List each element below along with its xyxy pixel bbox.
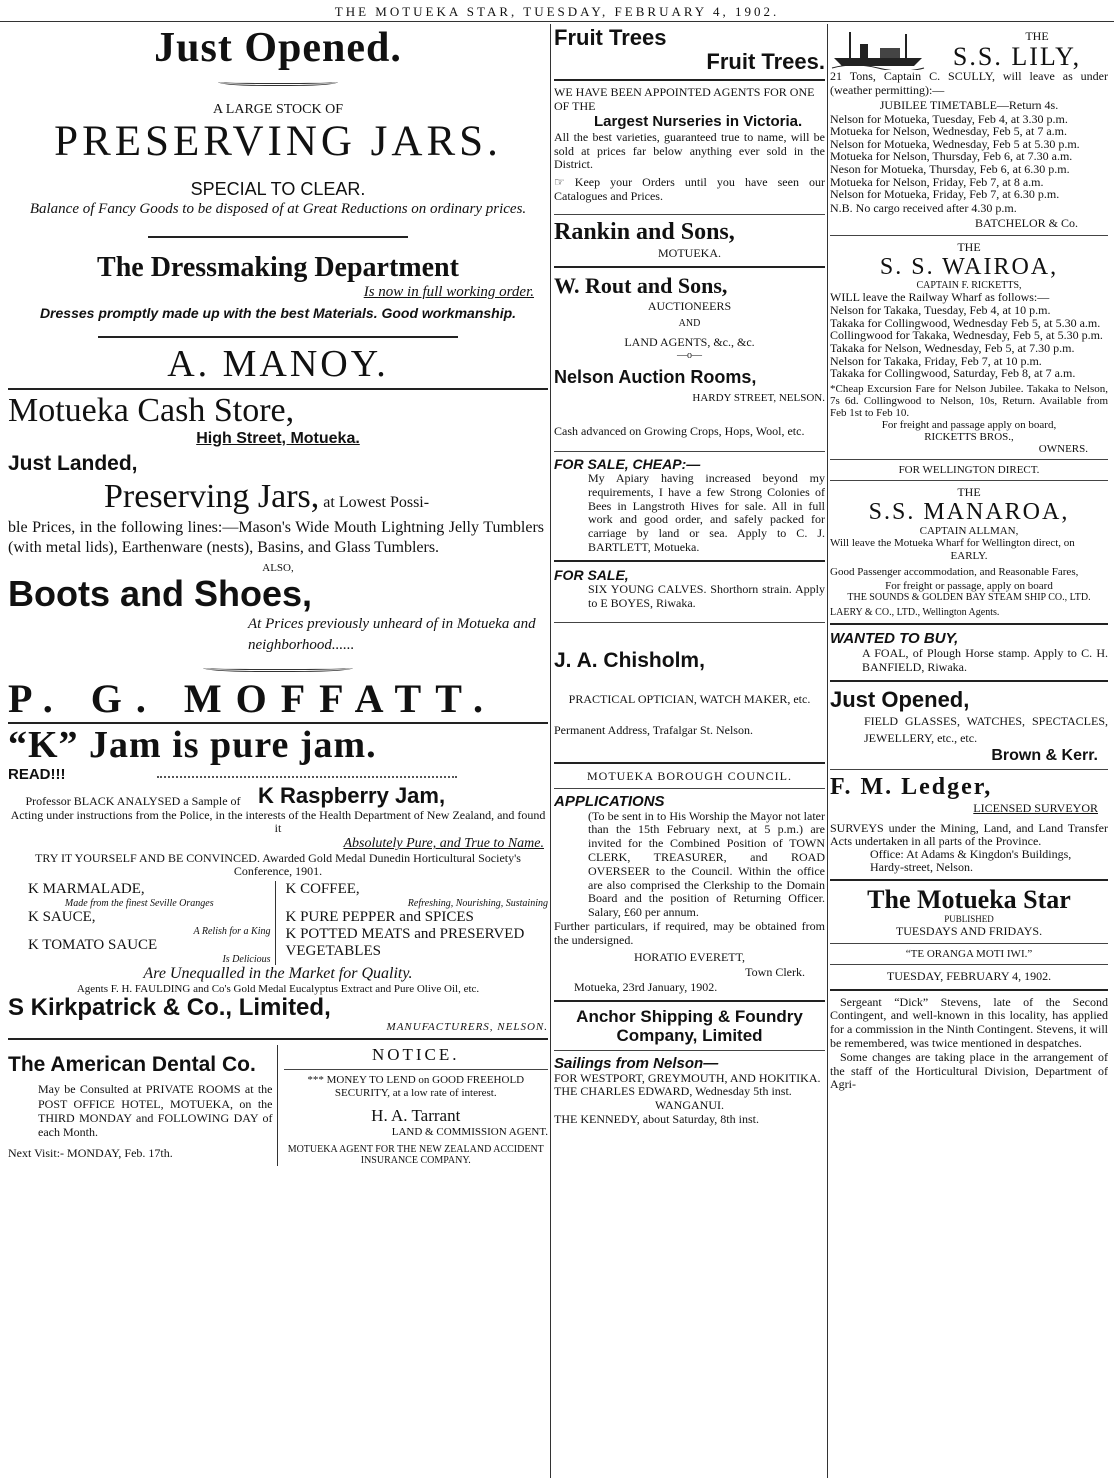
k-products-left bbox=[8, 881, 276, 965]
schedule-item: Motueka for Nelson, Thursday, Feb 6, at 7.30 a.m. bbox=[830, 149, 1073, 164]
surveys-text: SURVEYS under the Mining, Land, and Land Transfer Acts undertaken in all parts of the Province. bbox=[830, 820, 1108, 848]
tarrant-name: H. A. Tarrant bbox=[371, 1106, 461, 1126]
permanent-text: Permanent Address, Trafalgar St. Nelson. bbox=[554, 723, 753, 738]
freight-text: For freight and passage apply on board, bbox=[881, 418, 1057, 431]
laery-text: LAERY & CO., LTD., Wellington Agents. bbox=[830, 607, 1000, 619]
schedule-item: Nelson for Motueka, Tuesday, Feb 4, at 3.30 p.m. bbox=[830, 111, 1068, 126]
divider bbox=[554, 788, 825, 789]
manaroa-leave-text: Will leave the Motueka Wharf for Wellington direct, on bbox=[830, 537, 1075, 550]
schedule-item: Takaka for Nelson, Wednesday, Feb 5, at 7.30 p.m. bbox=[830, 340, 1075, 355]
wairoa-schedule bbox=[830, 304, 1108, 380]
divider bbox=[98, 336, 458, 338]
k-marmalade-sub: Made from the finest Seville Oranges bbox=[64, 897, 214, 909]
the-text-2: THE bbox=[957, 239, 981, 254]
brown-kerr-text: Brown & Kerr. bbox=[991, 746, 1098, 764]
early-text: EARLY. bbox=[950, 549, 988, 562]
batchelor-text: BATCHELOR & Co. bbox=[974, 215, 1078, 230]
divider bbox=[554, 451, 825, 452]
apiary-text: My Apiary having increased beyond my requirements, I have a few Strong Colonies of Bees in Langstroth Hives for sale. All in full work and good order, and safely packed for carriage by land or sea. Apply to C. J. BARTLETT, Motueka. bbox=[588, 470, 825, 554]
divider bbox=[8, 388, 548, 390]
manoy-heading: A. MANOY. bbox=[167, 343, 389, 386]
schedule-item: Neson for Motueka, Thursday, Feb 6, at 6.30 p.m. bbox=[830, 161, 1070, 176]
rankin-heading: Rankin and Sons, bbox=[554, 218, 735, 245]
wairoa-heading: S. S. WAIROA, bbox=[879, 253, 1059, 280]
column-3 bbox=[830, 26, 1108, 1476]
working-order-text: Is now in full working order. bbox=[363, 283, 534, 300]
hardy-street-text: HARDY STREET, NELSON. bbox=[692, 391, 825, 404]
for-sale-cheap-heading: FOR SALE, CHEAP:— bbox=[554, 455, 701, 472]
preserving-jars-heading: PRESERVING JARS. bbox=[54, 118, 502, 166]
ledger-heading: F. M. Ledger, bbox=[830, 773, 993, 800]
will-leave-text: WILL leave the Railway Wharf as follows:— bbox=[830, 289, 1050, 304]
further-text: Further particulars, if required, may be obtained from the undersigned. bbox=[554, 919, 825, 947]
column-1 bbox=[8, 26, 548, 1476]
divider bbox=[554, 79, 825, 81]
office-text: Office: At Adams & Kingdon's Buildings, Hardy-street, Nelson. bbox=[870, 847, 1072, 875]
applications-heading: APPLICATIONS bbox=[554, 792, 665, 810]
cash-store-heading: Motueka Cash Store, bbox=[8, 392, 295, 430]
read-text: READ!!! bbox=[8, 765, 66, 783]
borough-heading: MOTUEKA BOROUGH COUNCIL. bbox=[586, 768, 792, 783]
divider bbox=[830, 459, 1108, 460]
just-opened-heading-2: Just Opened, bbox=[830, 687, 970, 713]
k-tomato-sub: Is Delicious bbox=[222, 953, 271, 965]
high-street-text: High Street, Motueka. bbox=[196, 429, 360, 447]
just-landed-text: Just Landed, bbox=[8, 451, 138, 475]
manufacturers-text: MANUFACTURERS, NELSON. bbox=[386, 1021, 548, 1034]
k-marmalade: K MARMALADE, bbox=[28, 880, 145, 897]
divider bbox=[148, 236, 408, 238]
ornament bbox=[218, 76, 338, 86]
ricketts-text: CAPTAIN F. RICKETTS, bbox=[916, 279, 1022, 291]
rankin-location: MOTUEKA. bbox=[658, 245, 721, 260]
divider bbox=[284, 1069, 549, 1070]
raspberry-heading: K Raspberry Jam, bbox=[258, 782, 446, 808]
k-products-right bbox=[276, 881, 549, 965]
k-coffee-sub: Refreshing, Nourishing, Sustaining bbox=[407, 897, 548, 909]
k-sauce: K SAUCE, bbox=[28, 908, 96, 925]
schedule-item: Motueka for Nelson, Wednesday, Feb 5, at 7 a.m. bbox=[830, 124, 1067, 139]
news-paragraph-1: Sergeant “Dick” Stevens, late of the Second Contingent, and well-known in this locality, has applied for a commission in the Ninth Contingent. Stevens, it will be remembered, was twice mentioned in despatches. bbox=[830, 994, 1108, 1051]
steamship-icon bbox=[830, 26, 926, 70]
jubilee-text: JUBILEE TIMETABLE—Return 4s. bbox=[879, 97, 1059, 112]
k-sauce-sub: A Relish for a King bbox=[193, 925, 271, 937]
kennedy-text: THE KENNEDY, about Saturday, 8th inst. bbox=[554, 1112, 759, 1127]
keep-orders-text: ☞ Keep your Orders until you have seen our Catalogues and Prices. bbox=[554, 175, 825, 203]
divider bbox=[830, 769, 1108, 770]
star-date-text: TUESDAY, FEBRUARY 4, 1902. bbox=[886, 968, 1052, 983]
divider bbox=[554, 560, 825, 562]
divider bbox=[830, 235, 1108, 236]
published-text: PUBLISHED bbox=[944, 913, 994, 924]
k-pepper: K PURE PEPPER and SPICES bbox=[285, 908, 474, 925]
everett-name: HORATIO EVERETT, bbox=[633, 949, 746, 964]
nelson-rooms-heading: Nelson Auction Rooms, bbox=[554, 366, 757, 387]
lines-text: ble Prices, in the following lines:—Mason's Wide Mouth Lightning Jelly Tumblers (with metal lids), Earthenware (nests), Basins, and Glass Tumblers. bbox=[8, 519, 544, 557]
anchor-heading: Anchor Shipping & Foundry Company, Limited bbox=[576, 1006, 803, 1046]
unequalled-text: Are Unequalled in the Market for Quality. bbox=[143, 964, 413, 982]
schedule-item: Takaka for Collingwood, Saturday, Feb 8, at 7 a.m. bbox=[830, 366, 1076, 381]
divider bbox=[554, 1050, 825, 1051]
divider bbox=[830, 989, 1108, 991]
applications-body: (To be sent in to His Worship the Mayor not later than the 15th February next, at 5 p.m.) are invited for the Combined Position of TOWN CLERK, TREASURER, and ROAD OVERSEER to the Council. Within the office are also comprised the Clerkship to the Domain Board and the position of Returning Officer. Salary, £60 per annum. bbox=[588, 808, 825, 920]
calves-text: SIX YOUNG CALVES. Shorthorn strain. Apply to E BOYES, Riwaka. bbox=[588, 581, 825, 610]
divider bbox=[554, 622, 825, 623]
ricketts-bros-text: RICKETTS BROS., bbox=[924, 430, 1014, 443]
dental-heading: The American Dental Co. bbox=[8, 1053, 256, 1077]
for-west-text: FOR WESTPORT, GREYMOUTH, AND HOKITIKA. bbox=[554, 1070, 821, 1085]
boots-sub-text: At Prices previously unheard of in Motueka and neighborhood...... bbox=[248, 615, 536, 653]
field-glasses-text: FIELD GLASSES, WATCHES, SPECTACLES, JEWELLERY, etc., etc. bbox=[864, 714, 1108, 745]
the-text-1: THE bbox=[1025, 29, 1049, 43]
tues-fri-text: TUESDAYS AND FRIDAYS. bbox=[895, 923, 1043, 938]
chisholm-heading: J. A. Chisholm, bbox=[554, 649, 705, 673]
appointed-text: WE HAVE BEEN APPOINTED AGENTS FOR ONE OF THE bbox=[554, 85, 815, 113]
moffatt-heading: P. G. MOFFATT. bbox=[8, 675, 497, 721]
and-text: AND bbox=[678, 317, 701, 329]
divider bbox=[554, 214, 825, 215]
column-rule bbox=[550, 24, 551, 1478]
dental-body: May be Consulted at PRIVATE ROOMS at the POST OFFICE HOTEL, MOTUEKA, on the THIRD MONDAY and FOLLOWING DAY of each Month. bbox=[38, 1082, 273, 1140]
divider bbox=[830, 879, 1108, 881]
freight-2-text: For freight or passage, apply on board bbox=[885, 580, 1053, 593]
optician-text: PRACTICAL OPTICIAN, WATCH MAKER, etc. bbox=[568, 692, 811, 707]
schedule-item: Nelson for Motueka, Wednesday, Feb 5 at 5.30 p.m. bbox=[830, 136, 1080, 151]
cash-advanced-text: Cash advanced on Growing Crops, Hops, Wool, etc. bbox=[554, 423, 805, 438]
balance-text: Balance of Fancy Goods to be disposed of at Great Reductions on ordinary prices. bbox=[29, 201, 527, 218]
money-text: *** MONEY TO LEND on GOOD FREEHOLD SECURITY, at a low rate of interest. bbox=[307, 1074, 525, 1100]
ornament bbox=[157, 770, 457, 778]
charles-edward-text: THE CHARLES EDWARD, Wednesday 5th inst. bbox=[554, 1083, 792, 1098]
schedule-item: Nelson for Takaka, Friday, Feb 7, at 10 p.m. bbox=[830, 353, 1042, 368]
schedule-item: Collingwood for Takaka, Wednesday, Feb 5, at 5.30 p.m. bbox=[830, 328, 1103, 343]
star-heading: The Motueka Star bbox=[867, 885, 1071, 915]
prof-text: Professor BLACK ANALYSED a Sample of bbox=[25, 794, 241, 809]
agents-text: Agents F. H. FAULDING and Co's Gold Medal Eucalyptus Extract and Pure Olive Oil, etc. bbox=[76, 982, 480, 995]
town-clerk-text: Town Clerk. bbox=[745, 964, 805, 979]
divider bbox=[830, 680, 1108, 682]
schedule-item: Nelson for Motueka, Friday, Feb 7, at 6.30 p.m. bbox=[830, 187, 1060, 202]
fruit-trees-heading-2: Fruit Trees. bbox=[706, 49, 825, 75]
divider bbox=[830, 480, 1108, 481]
divider bbox=[554, 266, 825, 268]
varieties-text: All the best varieties, guaranteed true to name, will be sold at prices far below anything ever sold in the District. bbox=[554, 129, 825, 172]
acting-text: Acting under instructions from the Police, in the interests of the Health Department of New Zealand, and found it bbox=[10, 807, 546, 836]
divider bbox=[830, 623, 1108, 625]
kirkpatrick-heading: S Kirkpatrick & Co., Limited, bbox=[8, 993, 331, 1021]
preserving-jars-sub: Preserving Jars, bbox=[104, 477, 320, 515]
large-stock-text: A LARGE STOCK OF bbox=[212, 102, 344, 118]
lily-tons-text: 21 Tons, Captain C. SCULLY, will leave as under (weather permitting):— bbox=[830, 69, 1108, 97]
good-passenger-text: Good Passenger accommodation, and Reasonable Fares, bbox=[830, 565, 1079, 578]
news-paragraph-2: Some changes are taking place in the arrangement of the staff of the Horticultural Division, Department of Agri- bbox=[830, 1049, 1108, 1092]
special-clear-text: SPECIAL TO CLEAR. bbox=[190, 179, 366, 200]
sailings-heading: Sailings from Nelson— bbox=[554, 1054, 719, 1072]
lily-heading: S.S. LILY, bbox=[952, 42, 1082, 71]
notice-ad bbox=[278, 1045, 549, 1166]
schedule-item: Takaka for Collingwood, Wednesday Feb 5, at 5.30 a.m. bbox=[830, 315, 1101, 330]
fruit-trees-heading-1: Fruit Trees bbox=[554, 26, 667, 50]
largest-nurseries-text: Largest Nurseries in Victoria. bbox=[594, 112, 803, 130]
try-text: TRY IT YOURSELF AND BE CONVINCED. Awarded Gold Medal Dunedin Horticultural Society's Conference, 1901. bbox=[35, 851, 521, 879]
motto-text: “TE ORANGA MOTI IWI.” bbox=[905, 947, 1033, 960]
land-agents-text: LAND AGENTS, &c., &c. bbox=[624, 334, 755, 349]
surveyor-text: LICENSED SURVEYOR bbox=[973, 800, 1098, 815]
dated-text: Motueka, 23rd January, 1902. bbox=[574, 979, 718, 994]
also-text: ALSO, bbox=[262, 562, 294, 575]
k-jam-heading: “K” Jam is pure jam. bbox=[8, 723, 377, 766]
wanted-heading: WANTED TO BUY, bbox=[830, 630, 959, 648]
k-coffee: K COFFEE, bbox=[285, 880, 360, 897]
excursion-text: *Cheap Excursion Fare for Nelson Jubilee. Takaka to Nelson, 7s 6d. Collingwood to Nelson, 10s, Return. Available from Feb 1st to Feb 10. bbox=[830, 382, 1108, 419]
owners-text: OWNERS. bbox=[1038, 442, 1088, 455]
rout-heading: W. Rout and Sons, bbox=[554, 272, 728, 298]
motueka-agent-text: MOTUEKA AGENT FOR THE NEW ZEALAND ACCIDENT INSURANCE COMPANY. bbox=[287, 1144, 544, 1167]
column-rule bbox=[827, 24, 828, 1478]
dresses-text: Dresses promptly made up with the best Materials. Good workmanship. bbox=[39, 304, 517, 321]
masthead: THE MOTUEKA STAR, TUESDAY, FEBRUARY 4, 1902. bbox=[0, 0, 1114, 22]
the-text-3: THE bbox=[957, 484, 981, 499]
sounds-text: THE SOUNDS & GOLDEN BAY STEAM SHIP CO., LTD. bbox=[847, 592, 1091, 604]
divider bbox=[830, 943, 1108, 944]
foal-text: A FOAL, of Plough Horse stamp. Apply to C. H. BANFIELD, Riwaka. bbox=[862, 646, 1108, 675]
land-agent-text: LAND & COMMISSION AGENT. bbox=[391, 1126, 548, 1139]
lowest-prices-text: at Lowest Possi- bbox=[319, 493, 430, 511]
k-tomato-sauce: K TOMATO SAUCE bbox=[28, 936, 158, 953]
schedule-item: Nelson for Takaka, Tuesday, Feb 4, at 10 p.m. bbox=[830, 303, 1051, 318]
boots-heading: Boots and Shoes, bbox=[8, 573, 313, 615]
notice-heading: NOTICE. bbox=[371, 1045, 460, 1065]
separator-text: —o— bbox=[677, 349, 702, 361]
absolutely-text: Absolutely Pure, and True to Name. bbox=[343, 836, 544, 852]
lily-schedule bbox=[830, 113, 1108, 201]
next-visit-text: Next Visit:- MONDAY, Feb. 17th. bbox=[8, 1145, 173, 1160]
for-sale-heading: FOR SALE, bbox=[554, 566, 629, 583]
no-cargo-text: N.B. No cargo received after 4.30 p.m. bbox=[830, 200, 1017, 215]
dental-ad bbox=[8, 1045, 278, 1166]
dressmaking-heading: The Dressmaking Department bbox=[97, 251, 459, 283]
divider bbox=[554, 762, 825, 764]
ornament bbox=[203, 662, 353, 672]
divider bbox=[8, 1038, 548, 1040]
k-potted: K POTTED MEATS and PRESERVED VEGETABLES bbox=[285, 925, 525, 960]
schedule-item: Motueka for Nelson, Friday, Feb 7, at 8 a.m. bbox=[830, 174, 1044, 189]
manaroa-heading: S.S. MANAROA, bbox=[868, 498, 1070, 525]
wellington-text: FOR WELLINGTON DIRECT. bbox=[898, 463, 1040, 476]
wanganui-text: WANGANUI. bbox=[655, 1098, 724, 1113]
allman-text: CAPTAIN ALLMAN, bbox=[919, 525, 1019, 538]
auctioneers-text: AUCTIONEERS bbox=[647, 298, 732, 313]
column-2 bbox=[554, 26, 825, 1476]
just-opened-heading: Just Opened. bbox=[154, 26, 402, 71]
divider bbox=[554, 1000, 825, 1002]
divider bbox=[830, 964, 1108, 965]
